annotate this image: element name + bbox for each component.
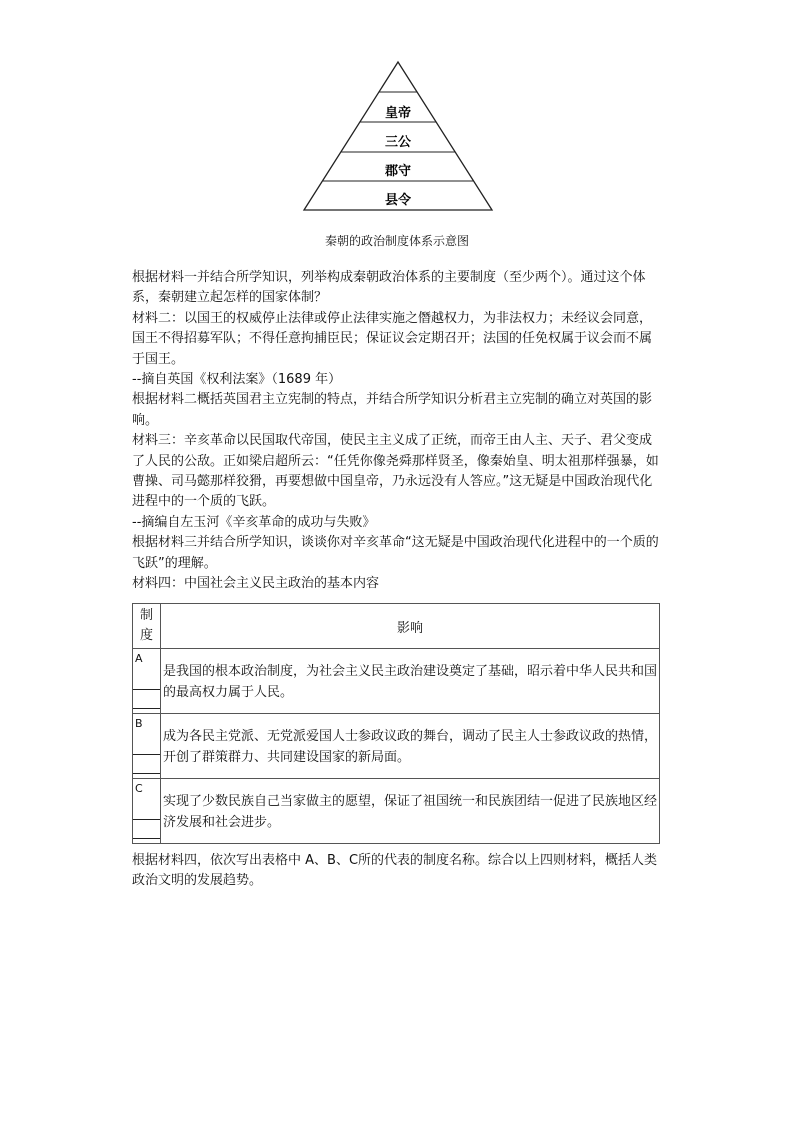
header-zhidu-line2: 度: [139, 628, 153, 643]
header-zhidu-line1: 制: [139, 608, 153, 623]
answer-blank-line: [133, 754, 160, 755]
system-table: [132, 603, 660, 844]
row-label: A: [135, 652, 143, 665]
question-3: 根据材料三并结合所学知识，谈谈你对辛亥革命“这无疑是中国政治现代化进程中的一个质的飞跃”的理解。: [132, 535, 659, 571]
pyramid-diagram: [302, 60, 494, 212]
row-description: 实现了少数民族自己当家做主的愿望，保证了祖国统一和民族团结一促进了民族地区经济发展和社会进步。: [161, 779, 660, 844]
pyramid-level-4: 县令: [384, 193, 412, 208]
final-question-block: [132, 851, 662, 892]
question-2: 根据材料二概括英国君主立宪制的特点，并结合所学知识分析君主立宪制的确立对英国的影响。: [132, 392, 653, 428]
material-2-source: --摘自英国《权利法案》（1689 年）: [132, 372, 342, 388]
material-4-title: 材料四：中国社会主义民主政治的基本内容: [132, 576, 380, 592]
pyramid-caption: 秦朝的政治制度体系示意图: [324, 234, 469, 248]
row-label-cell: [133, 779, 161, 844]
question-4: 根据材料四，依次写出表格中 A、B、C所的代表的制度名称。综合以上四则材料，概括人类政治文明的发展趋势。: [132, 853, 658, 889]
table-header-row: [133, 604, 660, 649]
answer-blank-line: [133, 819, 160, 820]
table-row: [133, 779, 660, 844]
header-zhidu: [133, 604, 161, 649]
row-label-cell: [133, 649, 161, 714]
answer-blank-line: [133, 838, 160, 839]
pyramid-level-1: 皇帝: [384, 106, 412, 121]
pyramid-level-3: 郡守: [384, 164, 412, 179]
row-label: C: [135, 782, 143, 795]
material-3-source: --摘编自左玉河《辛亥革命的成功与失败》: [132, 514, 376, 530]
header-yingxiang: 影响: [161, 604, 660, 649]
row-description: 是我国的根本政治制度，为社会主义民主政治建设奠定了基础，昭示着中华人民共和国的最高权力属于人民。: [161, 649, 660, 714]
answer-blank-line: [133, 689, 160, 690]
pyramid-level-2: 三公: [384, 135, 412, 150]
material-3: 材料三：辛亥革命以民国取代帝国，使民主主义成了正统，而帝王由人主、天子、君父变成了人民的公敌。正如梁启超所云：“任凭你像尧舜那样贤圣，像秦始皇、明太祖那样强暴，如曹操、司马懿那样狡猾，再要想做中国皇帝，乃永远没有人答应。”这无疑是中国政治现代化进程中的一个质的飞跃。: [132, 433, 659, 510]
material-text: [132, 268, 662, 595]
row-description: 成为各民主党派、无党派爱国人士参政议政的舞台，调动了民主人士参政议政的热情，开创了群策群力、共同建设国家的新局面。: [161, 714, 660, 779]
answer-blank-line: [133, 708, 160, 709]
question-1: 根据材料一并结合所学知识，列举构成秦朝政治体系的主要制度（至少两个）。通过这个体系，秦朝建立起怎样的国家体制？: [132, 270, 646, 306]
answer-blank-line: [133, 773, 160, 774]
table-row: [133, 649, 660, 714]
material-2: 材料二：以国王的权威停止法律或停止法律实施之僭越权力，为非法权力；未经议会同意，国王不得招募军队；不得任意拘捕臣民；保证议会定期召开；法国的任免权属于议会而不属于国王。: [132, 310, 653, 367]
table-row: [133, 714, 660, 779]
row-label-cell: [133, 714, 161, 779]
row-label: B: [135, 717, 143, 730]
